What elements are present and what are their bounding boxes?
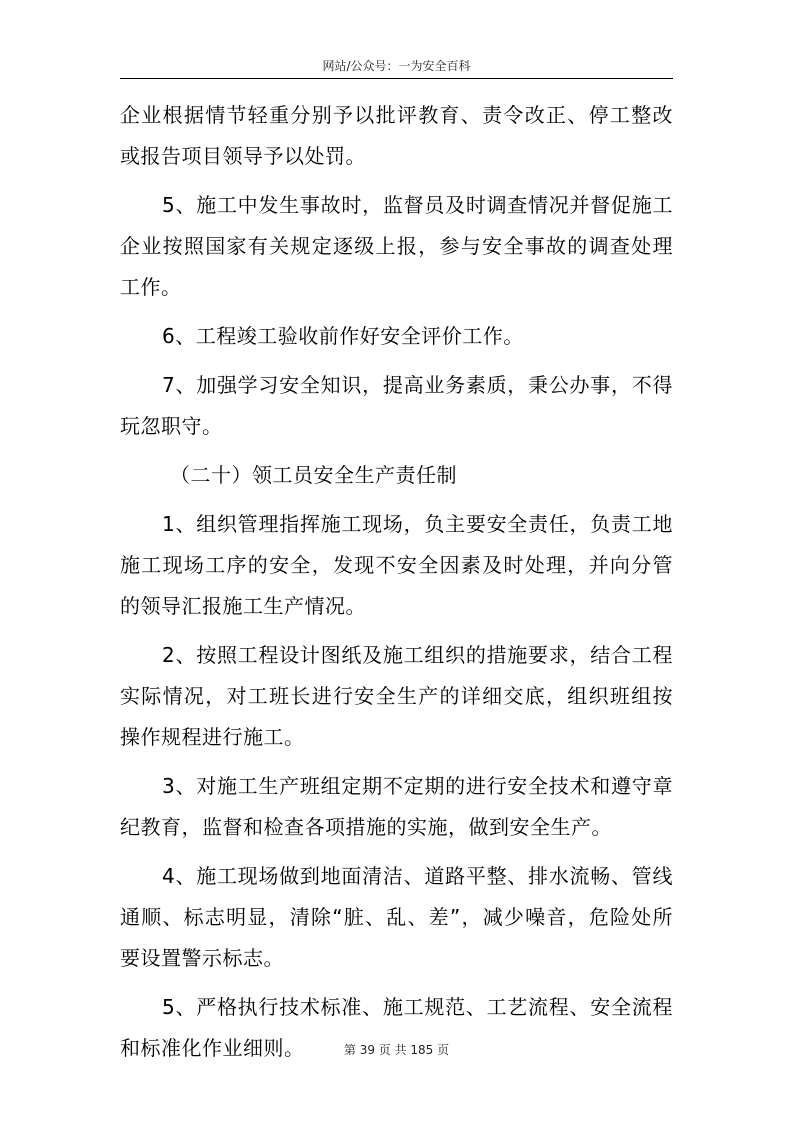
paragraph-item-7-supervisor: 7、加强学习安全知识，提高业务素质，秉公办事，不得玩忽职守。 xyxy=(120,373,673,438)
paragraph-item-1-foreman: 1、组织管理指挥施工现场，负主要安全责任，负责工地施工现场工序的安全，发现不安全因素及时处理，并向分管的领导汇报施工生产情况。 xyxy=(120,512,673,618)
header-rule xyxy=(120,78,673,79)
paragraph-item-3-foreman: 3、对施工生产班组定期不定期的进行安全技术和遵守章纪教育，监督和检查各项措施的实施，做到安全生产。 xyxy=(120,774,673,839)
page-footer: 第 39 页 共 185 页 xyxy=(343,1043,450,1057)
paragraph-item-5-supervisor: 5、施工中发生事故时，监督员及时调查情况并督促施工企业按照国家有关规定逐级上报，参与安全事故的调查处理工作。 xyxy=(120,193,673,299)
paragraph-item-2-foreman: 2、按照工程设计图纸及施工组织的措施要求，结合工程实际情况，对工班长进行安全生产的详细交底，组织班组按操作规程进行施工。 xyxy=(120,643,673,749)
page-header: 网站/公众号：一为安全百科 xyxy=(322,59,471,73)
paragraph-continuation: 企业根据情节轻重分别予以批评教育、责令改正、停工整改或报告项目领导予以处罚。 xyxy=(120,103,673,168)
section-heading: （二十）领工员安全生产责任制 xyxy=(170,463,457,487)
paragraph-item-6-supervisor: 6、工程竣工验收前作好安全评价工作。 xyxy=(162,324,524,348)
paragraph-item-4-foreman: 4、施工现场做到地面清洁、道路平整、排水流畅、管线通顺、标志明显，清除“脏、乱、差”，减少噪音，危险处所要设置警示标志。 xyxy=(120,864,673,970)
document-body xyxy=(120,95,673,1077)
paragraph-item-5-foreman: 5、严格执行技术标准、施工规范、工艺流程、安全流程和标准化作业细则。 xyxy=(120,995,673,1060)
